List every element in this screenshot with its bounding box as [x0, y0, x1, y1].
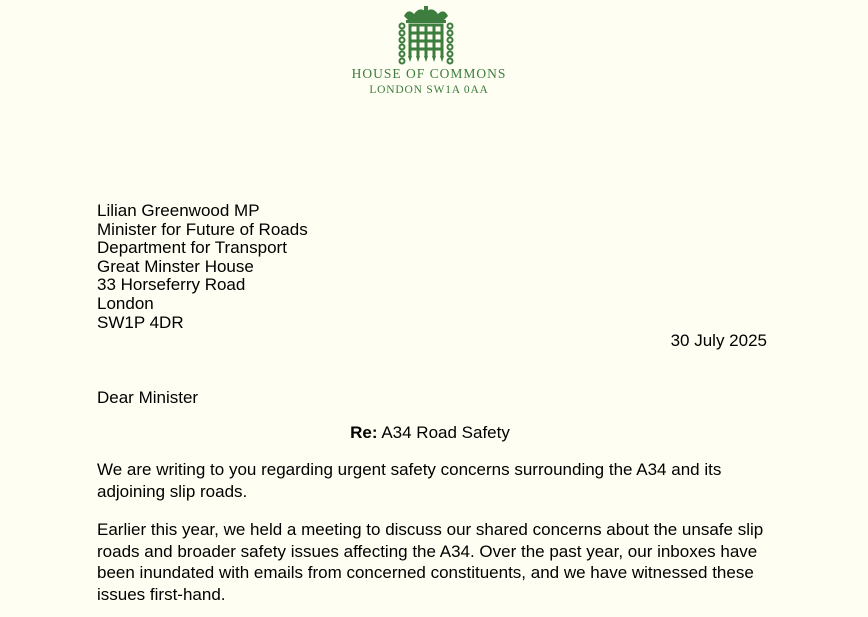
recipient-line: SW1P 4DR — [97, 312, 184, 332]
letterhead-title: HOUSE OF COMMONS — [351, 66, 507, 81]
salutation: Dear Minister — [97, 388, 199, 407]
recipient-line: Lilian Greenwood MP — [97, 201, 260, 220]
recipient-line: Department for Transport — [97, 238, 287, 258]
recipient-line: 33 Horseferry Road — [97, 275, 246, 295]
subject-line — [0, 423, 864, 443]
recipient-line: Minister for Future of Roads — [97, 219, 308, 239]
letterhead-address: LONDON SW1A 0AA — [369, 84, 489, 96]
letter-date: 30 July 2025 — [670, 331, 767, 350]
paragraph: Earlier this year, we held a meeting to discuss our shared concerns about the unsafe slip roads and broader safety issues affecting the A34. Over the past year, our inboxes have been inundated with emails from concerned constituents, and we have witnessed these issues first-hand. — [97, 520, 764, 604]
recipient-line: London — [97, 293, 154, 313]
recipient-line: Great Minster House — [97, 256, 254, 276]
subject-label: Re: — [350, 423, 378, 442]
subject-text: A34 Road Safety — [377, 423, 510, 442]
paragraph: We are writing to you regarding urgent safety concerns surrounding the A34 and its adjoining slip roads. — [97, 460, 722, 501]
portcullis-icon — [398, 6, 454, 66]
recipient-address — [97, 202, 308, 332]
